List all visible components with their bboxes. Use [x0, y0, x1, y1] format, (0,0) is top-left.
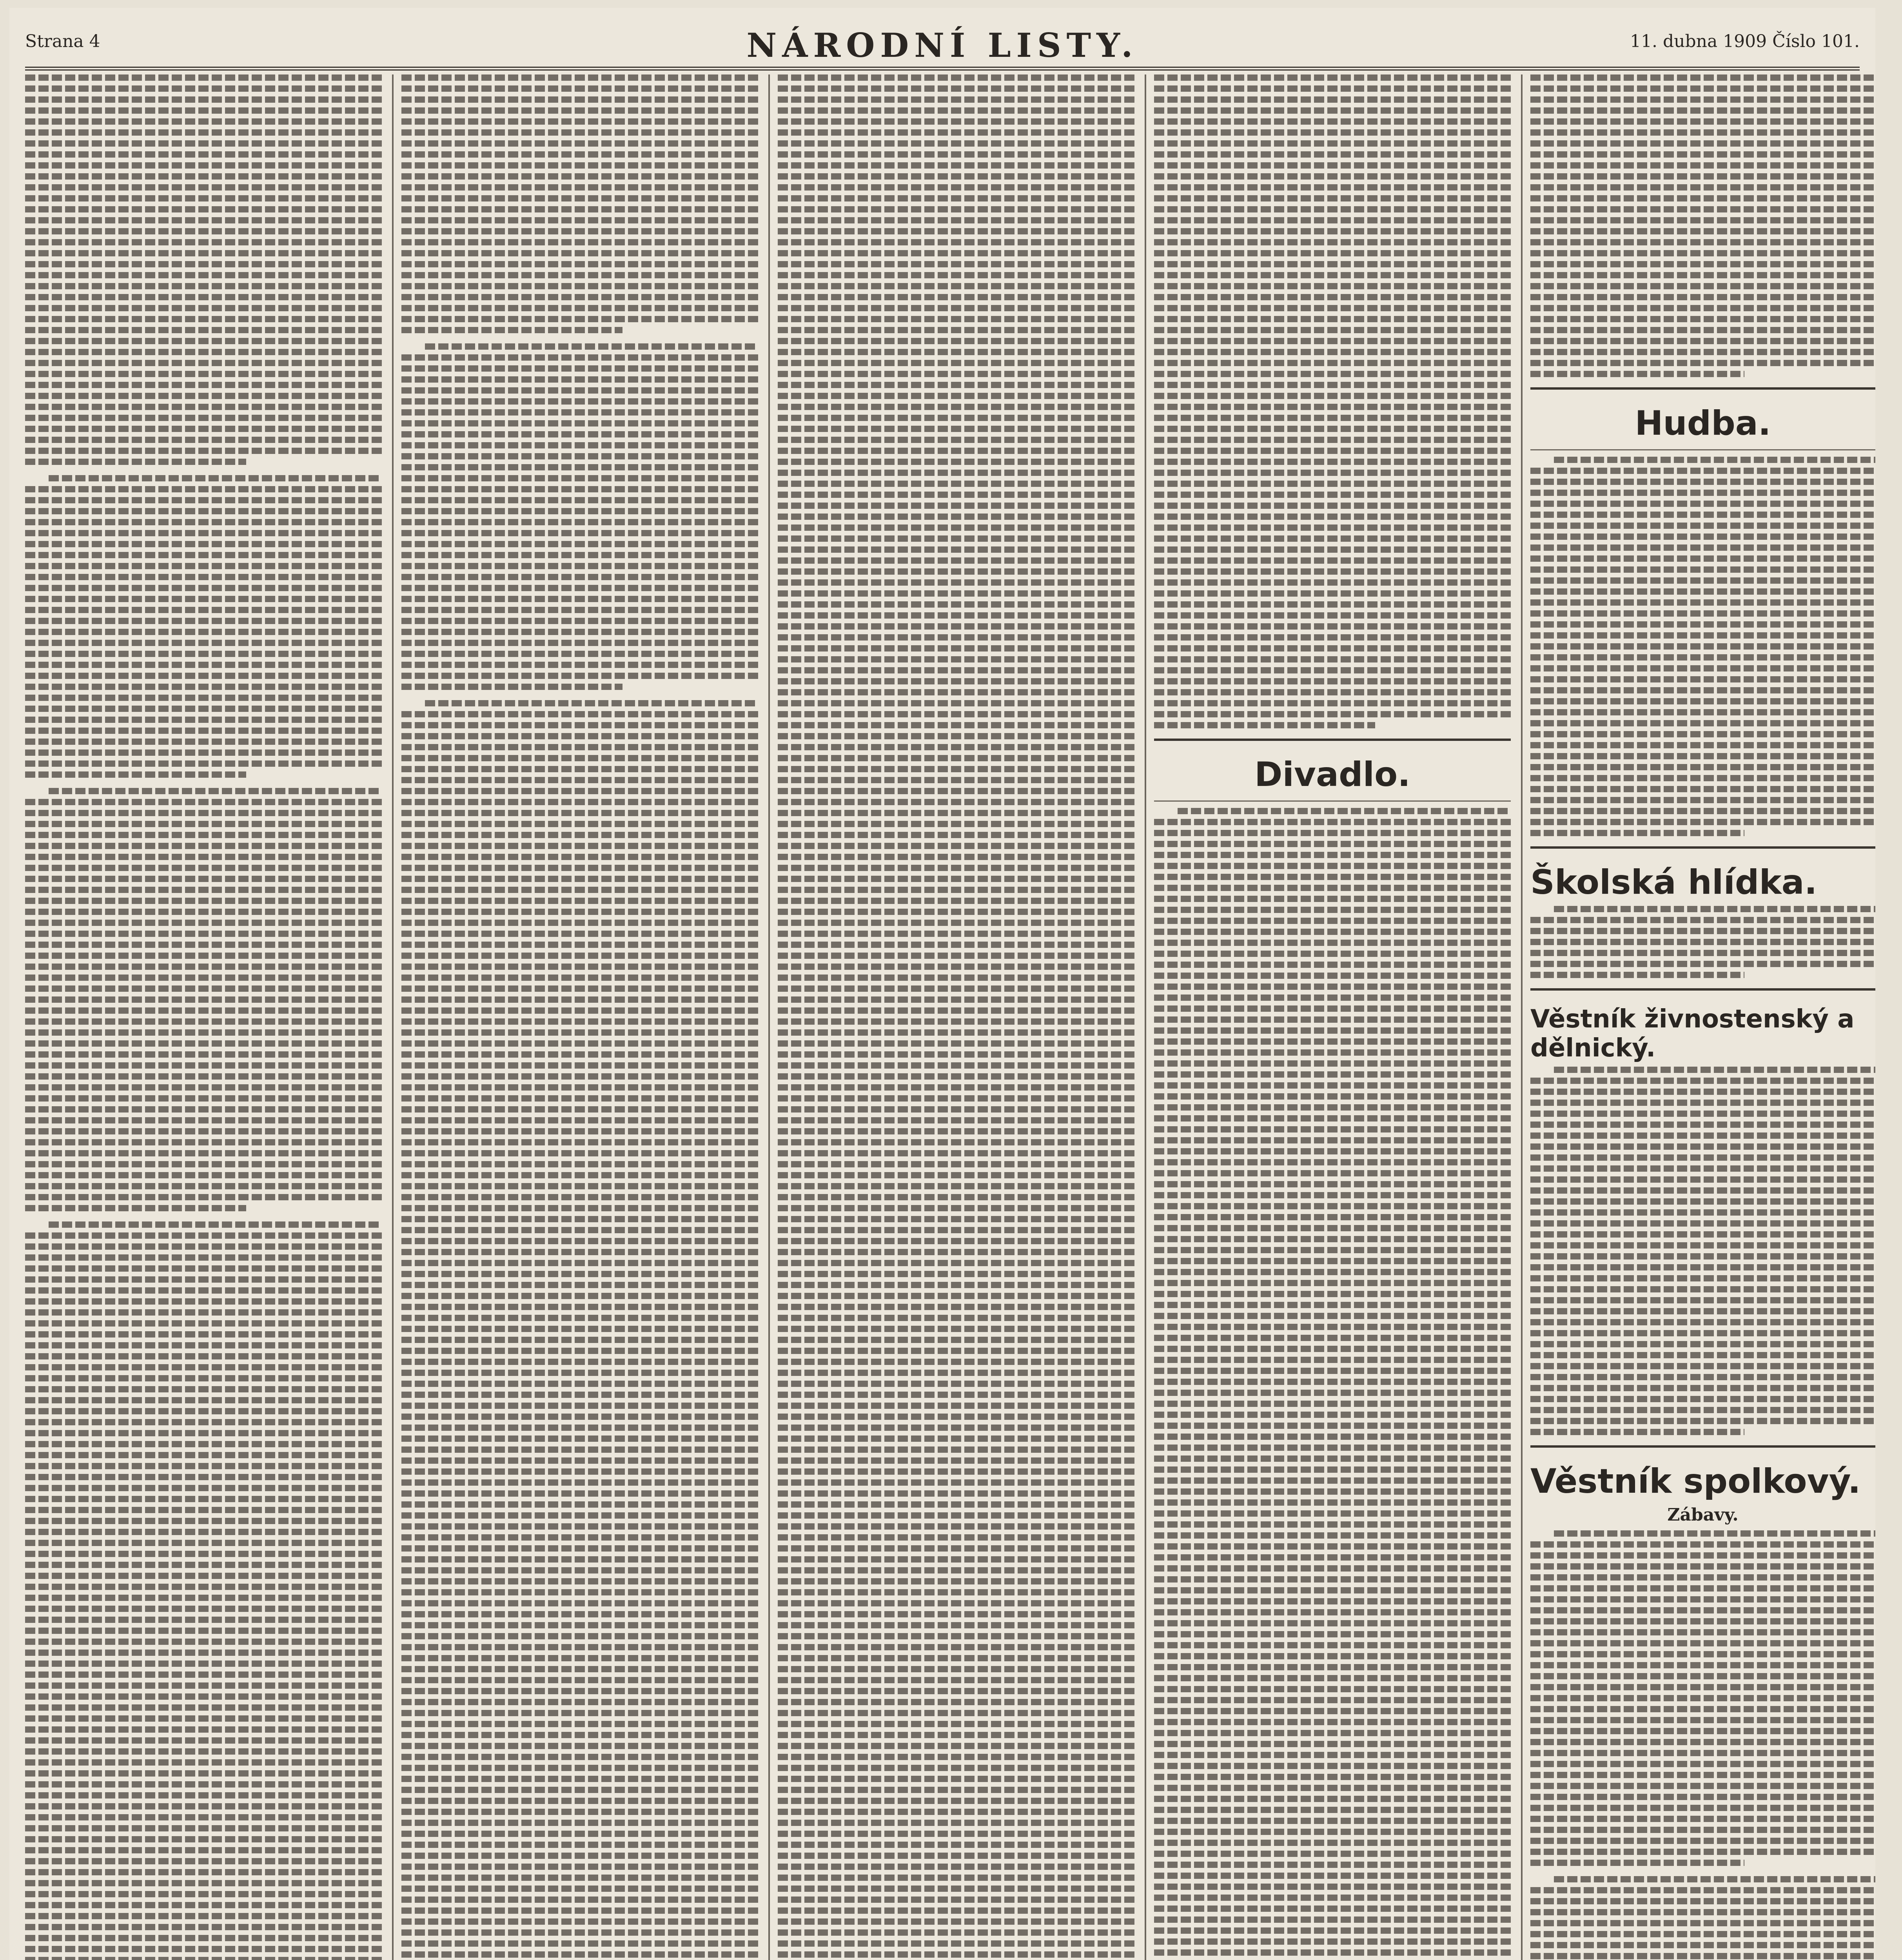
article-text [1530, 1530, 1875, 1866]
article-text [25, 475, 382, 778]
newspaper-page [9, 8, 1875, 1960]
article-text [401, 700, 758, 1960]
article-text [1530, 906, 1875, 978]
column-rule [768, 74, 770, 1960]
article-text [1530, 1876, 1875, 1960]
masthead [25, 24, 1860, 71]
page-number: Strana 4 [25, 31, 100, 51]
article-text [25, 1221, 382, 1960]
section-heading-vestnik-spolkovy: Věstník spolkový. [1530, 1462, 1861, 1501]
column-2 [401, 74, 758, 1960]
section-heading-skolska-hlidka: Školská hlídka. [1530, 863, 1817, 902]
article-text [25, 74, 382, 465]
column-rule [392, 74, 394, 1960]
column-3 [778, 74, 1134, 1960]
column-1 [25, 74, 382, 1960]
section-heading-vestnik-zivnostensky: Věstník živnostenský a dělnický. [1530, 1005, 1855, 1063]
column-5 [1530, 74, 1875, 1960]
column-rule [1145, 74, 1146, 1960]
article-text [401, 343, 758, 690]
column-4 [1154, 74, 1511, 1960]
article-text [778, 74, 1134, 1960]
subheading-zabavy: Zábavy. [1667, 1505, 1739, 1525]
article-text [1154, 74, 1511, 728]
article-text [1530, 457, 1875, 836]
section-heading-hudba: Hudba. [1635, 404, 1771, 443]
article-text [1530, 1067, 1875, 1435]
article-text [25, 788, 382, 1211]
article-text [401, 74, 758, 333]
issue-date: 11. dubna 1909 Číslo 101. [1630, 31, 1860, 51]
article-text [1154, 808, 1511, 1960]
column-rule [1521, 74, 1523, 1960]
newspaper-title: NÁRODNÍ LISTY. [746, 26, 1138, 65]
section-heading-divadlo: Divadlo. [1254, 755, 1410, 794]
article-text [1530, 74, 1875, 377]
